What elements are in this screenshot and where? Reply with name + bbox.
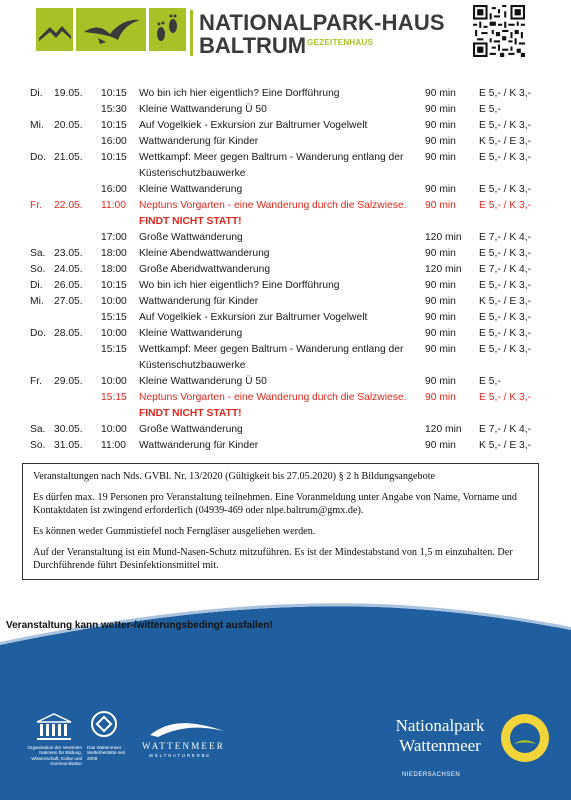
event-price: E 5,- / K 3,-	[479, 392, 532, 403]
event-time: 15:15	[101, 392, 127, 403]
event-time: 15:30	[101, 104, 127, 115]
event-day: Sa.	[30, 248, 46, 259]
event-price: E 5,- / K 3,-	[479, 248, 532, 259]
event-time: 10:15	[101, 120, 127, 131]
event-price: E 5,- / K 3,-	[479, 280, 532, 291]
event-row	[0, 198, 571, 230]
event-time: 10:00	[101, 296, 127, 307]
event-schedule	[0, 86, 571, 454]
event-row	[0, 150, 571, 182]
event-time: 15:15	[101, 312, 127, 323]
event-row	[0, 86, 571, 102]
event-duration: 90 min	[425, 280, 456, 291]
event-date: 21.05.	[54, 152, 83, 163]
event-duration: 90 min	[425, 248, 456, 259]
event-date: 23.05.	[54, 248, 83, 259]
event-time: 11:00	[101, 440, 127, 451]
event-time: 10:15	[101, 88, 127, 99]
event-title: Große Wattwanderung	[139, 232, 243, 243]
event-time: 10:15	[101, 280, 127, 291]
event-time: 10:00	[101, 376, 127, 387]
event-title: Wattwanderung für Kinder	[139, 296, 259, 307]
event-date: 31.05.	[54, 440, 83, 451]
event-row	[0, 294, 571, 310]
event-date: 22.05.	[54, 200, 83, 211]
event-price: E 5,- / K 3,-	[479, 328, 532, 339]
event-day: Di.	[30, 280, 43, 291]
unesco-icon	[35, 712, 73, 742]
event-time: 16:00	[101, 136, 127, 147]
event-title: Auf Vogelkiek - Exkursion zur Baltrumer Vogelwelt	[139, 312, 368, 323]
event-price: E 5,- / K 3,-	[479, 312, 532, 323]
event-time: 15:15	[101, 344, 127, 355]
event-row	[0, 102, 571, 118]
event-duration: 90 min	[425, 328, 456, 339]
event-duration: 90 min	[425, 136, 456, 147]
event-day: Do.	[30, 152, 47, 163]
cancelled-note: FINDT NICHT STATT!	[139, 408, 242, 419]
event-price: E 7,- / K 4,-	[479, 232, 532, 243]
world-heritage-icon	[90, 710, 118, 738]
event-duration: 90 min	[425, 312, 456, 323]
header	[0, 0, 571, 80]
event-row	[0, 230, 571, 246]
event-price: K 5,- / E 3,-	[479, 136, 532, 147]
event-date: 28.05.	[54, 328, 83, 339]
event-title: Große Abendwattwanderung	[139, 264, 271, 275]
event-row	[0, 390, 571, 422]
event-title	[139, 198, 419, 230]
event-price: E 5,- / K 3,-	[479, 184, 532, 195]
event-time: 11:00	[101, 200, 127, 211]
event-duration: 90 min	[425, 120, 456, 131]
event-price: E 5,- / K 3,-	[479, 152, 532, 163]
weather-warning: Veranstaltung kann wetter-/witterungsbedingt ausfallen!	[6, 620, 273, 631]
brand-tagline: GEZEITENHAUS	[307, 38, 374, 47]
unesco-label: Organisation der Vereinten Nationen für Bildung, Wissenschaft, Kultur und Kommunikation	[27, 745, 82, 767]
event-duration: 90 min	[425, 184, 456, 195]
event-day: Sa.	[30, 424, 46, 435]
event-title: Große Wattwanderung	[139, 424, 243, 435]
event-duration: 120 min	[425, 232, 462, 243]
event-duration: 90 min	[425, 88, 456, 99]
event-day: Mi.	[30, 120, 44, 131]
nationalpark-region: NIEDERSACHSEN	[402, 772, 461, 778]
event-title: Kleine Wattwanderung Ü 50	[139, 376, 267, 387]
event-date: 29.05.	[54, 376, 83, 387]
event-title: Wo bin ich hier eigentlich? Eine Dorfführung	[139, 280, 340, 291]
event-title: Kleine Wattwanderung Ü 50	[139, 104, 267, 115]
event-price: E 7,- / K 4,-	[479, 424, 532, 435]
event-title: Kleine Wattwanderung	[139, 184, 243, 195]
event-time: 16:00	[101, 184, 127, 195]
event-time: 10:15	[101, 152, 127, 163]
event-row	[0, 262, 571, 278]
wattenmeer-tagline: WELTNATURERBE	[149, 753, 212, 758]
info-hygiene: Auf der Veranstaltung ist ein Mund-Nasen-Schutz mitzuführen. Es ist der Mindestabstand von 1,5 m einzuhalten. Der Durchführende führt Desinfektionsmittel mit.	[33, 547, 513, 571]
event-price: E 5,- / K 3,-	[479, 88, 532, 99]
event-price: E 5,-	[479, 376, 501, 387]
event-day: So.	[30, 264, 46, 275]
event-title: Wettkampf: Meer gegen Baltrum - Wanderung entlang der Küstenschutzbauwerke	[139, 344, 404, 371]
event-row	[0, 342, 571, 374]
bird-icon	[76, 8, 146, 51]
event-duration: 90 min	[425, 376, 456, 387]
event-duration: 90 min	[425, 152, 456, 163]
brand-title: NATIONALPARK-HAUS	[199, 10, 445, 35]
nationalpark-name: Nationalpark Wattenmeer	[395, 716, 485, 755]
brand-subtitle: BALTRUM	[199, 33, 307, 58]
event-row	[0, 246, 571, 262]
event-time: 17:00	[101, 232, 127, 243]
wattenmeer-wave-icon	[148, 717, 226, 739]
event-date: 26.05.	[54, 280, 83, 291]
event-title-text: Neptuns Vorgarten - eine Wanderung durch die Salzwiese.	[139, 200, 407, 211]
event-duration: 90 min	[425, 104, 456, 115]
event-title	[139, 390, 419, 422]
event-day: Di.	[30, 88, 43, 99]
event-row	[0, 374, 571, 390]
event-duration: 90 min	[425, 344, 456, 355]
brand-divider	[190, 10, 193, 56]
event-day: So.	[30, 440, 46, 451]
event-title: Kleine Abendwattwanderung	[139, 248, 270, 259]
event-row	[0, 326, 571, 342]
event-row	[0, 422, 571, 438]
event-date: 20.05.	[54, 120, 83, 131]
world-heritage-label: Das Wattenmeer Welterbestätte seit 2009	[87, 745, 125, 761]
event-row	[0, 118, 571, 134]
info-rentals: Es können weder Gummistiefel noch Ferngläser ausgeliehen werden.	[33, 526, 316, 537]
event-row	[0, 310, 571, 326]
event-row	[0, 438, 571, 454]
info-participants: Es dürfen max. 19 Personen pro Veranstaltung teilnehmen. Eine Voranmeldung unter Angabe von Name, Vorname und Kontaktdaten ist zwingend erforderlich (04939-469 oder nlpe.baltrum@gmx.de).	[33, 492, 517, 516]
event-time: 10:00	[101, 424, 127, 435]
event-time: 18:00	[101, 248, 127, 259]
event-time: 10:00	[101, 328, 127, 339]
event-date: 27.05.	[54, 296, 83, 307]
event-price: E 5,- / K 3,-	[479, 344, 532, 355]
event-price: E 5,- / K 3,-	[479, 200, 532, 211]
event-row	[0, 278, 571, 294]
event-duration: 90 min	[425, 440, 456, 451]
cancelled-note: FINDT NICHT STATT!	[139, 216, 242, 227]
event-day: Mi.	[30, 296, 44, 307]
event-title: Auf Vogelkiek - Exkursion zur Baltrumer Vogelwelt	[139, 120, 368, 131]
event-title: Wattwanderung für Kinder	[139, 440, 259, 451]
qr-code-icon	[473, 5, 525, 57]
wattenmeer-wordmark: WATTENMEER	[142, 741, 225, 751]
event-price: K 5,- / E 3,-	[479, 440, 532, 451]
event-day: Do.	[30, 328, 47, 339]
footprints-icon	[149, 8, 186, 51]
mountains-icon	[36, 8, 73, 51]
event-title: Wattwanderung für Kinder	[139, 136, 259, 147]
event-duration: 120 min	[425, 424, 462, 435]
event-price: K 5,- / E 3,-	[479, 296, 532, 307]
event-title: Wettkampf: Meer gegen Baltrum - Wanderung entlang der Küstenschutzbauwerke	[139, 152, 404, 179]
event-date: 19.05.	[54, 88, 83, 99]
event-price: E 7,- / K 4,-	[479, 264, 532, 275]
event-title: Kleine Wattwanderung	[139, 328, 243, 339]
event-duration: 90 min	[425, 392, 456, 403]
event-row	[0, 182, 571, 198]
event-day: Fr.	[30, 376, 43, 387]
event-price: E 5,-	[479, 104, 501, 115]
event-date: 24.05.	[54, 264, 83, 275]
event-duration: 120 min	[425, 264, 462, 275]
event-title-text: Neptuns Vorgarten - eine Wanderung durch die Salzwiese.	[139, 392, 407, 403]
event-date: 30.05.	[54, 424, 83, 435]
info-regulation: Veranstaltungen nach Nds. GVBl. Nr. 13/2020 (Gültigkeit bis 27.05.2020) § 2 h Bildungsangebote	[33, 471, 436, 482]
nationalpark-emblem-icon	[500, 713, 550, 763]
event-duration: 90 min	[425, 200, 456, 211]
event-title: Wo bin ich hier eigentlich? Eine Dorfführung	[139, 88, 340, 99]
event-time: 18:00	[101, 264, 127, 275]
event-price: E 5,- / K 3,-	[479, 120, 532, 131]
event-row	[0, 134, 571, 150]
event-day: Fr.	[30, 200, 43, 211]
event-duration: 90 min	[425, 296, 456, 307]
info-box	[22, 463, 539, 580]
